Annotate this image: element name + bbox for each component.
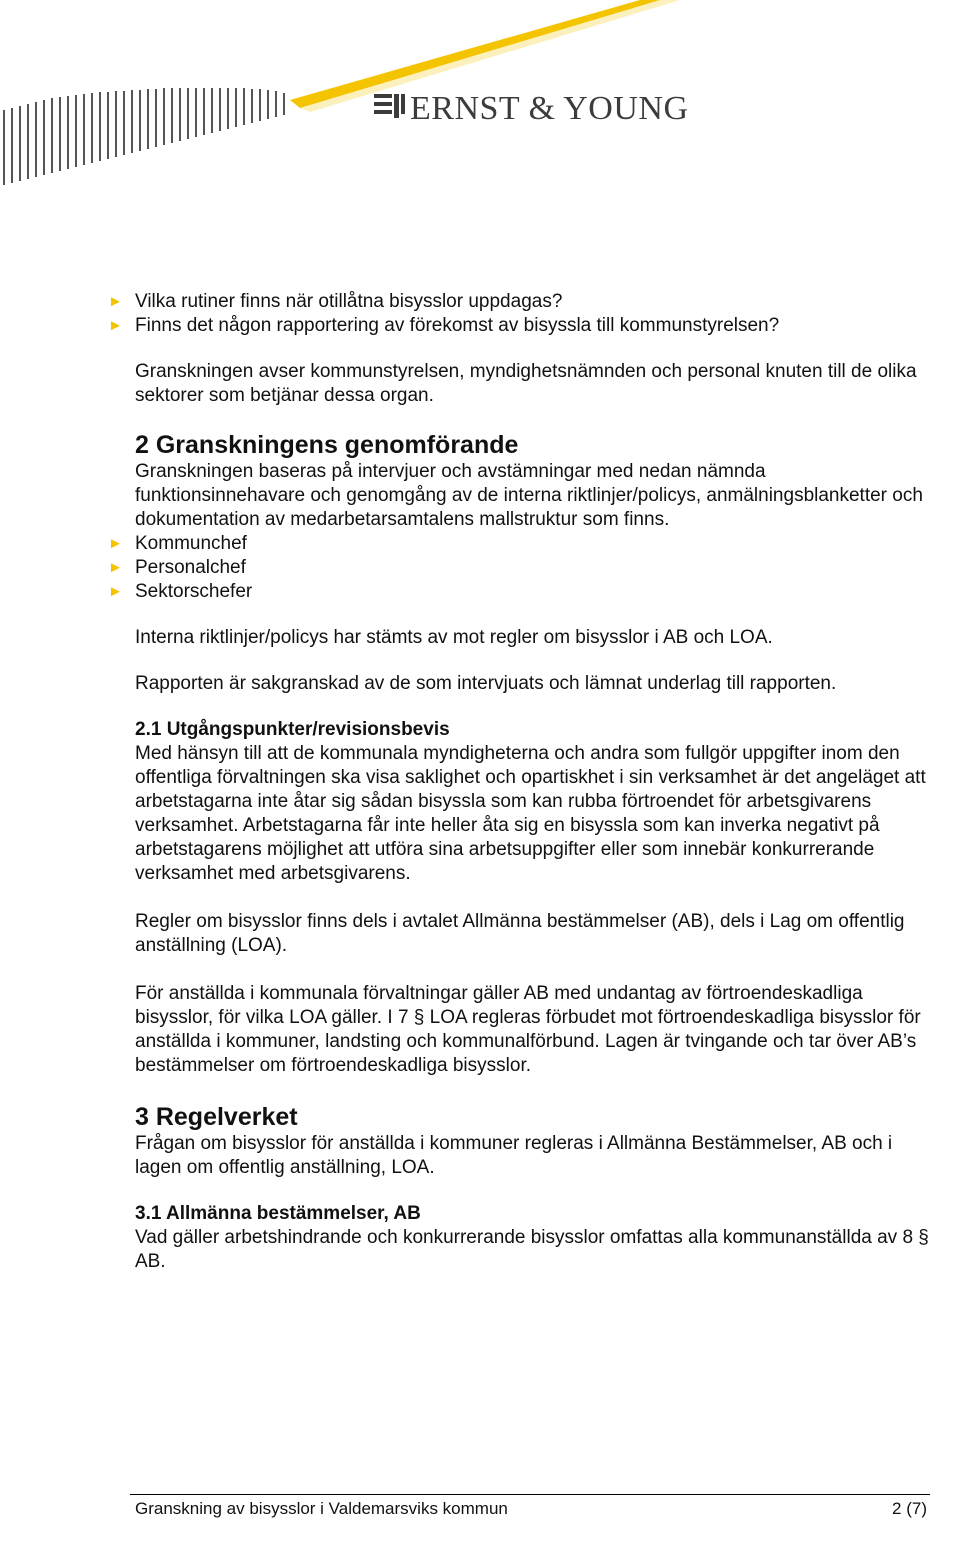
section-2-heading: 2 Granskningens genomförande xyxy=(135,431,519,459)
list-item: ► Sektorschefer xyxy=(76,580,930,604)
footer-divider xyxy=(130,1494,930,1495)
arrow-bullet-icon: ► xyxy=(108,559,123,576)
intro-paragraph: Granskningen avser kommunstyrelsen, myndighetsnämnden och personal knuten till de olika sektorer som betjänar dessa organ. xyxy=(135,361,917,406)
section-2-paragraph-3: Rapporten är sakgranskad av de som intervjuats och lämnat underlag till rapporten. xyxy=(135,673,837,694)
list-item: ► Kommunchef xyxy=(76,532,930,556)
logo-mark-icon xyxy=(374,94,405,118)
section-3-1-heading: 3.1 Allmänna bestämmelser, AB xyxy=(135,1203,421,1224)
section-2-1-paragraph-2: Regler om bisysslor finns dels i avtalet Allmänna bestämmelser (AB), dels i Lag om offentlig anställning (LOA). xyxy=(135,911,905,956)
logo-text: ERNST & YOUNG xyxy=(410,90,689,127)
list-item: ► Vilka rutiner finns när otillåtna bisysslor uppdagas? xyxy=(76,290,930,314)
section-3-1-paragraph: Vad gäller arbetshindrande och konkurrerande bisysslor omfattas alla kommunanställda av 8 § AB. xyxy=(135,1227,929,1272)
section-2-paragraph-2: Interna riktlinjer/policys har stämts av mot regler om bisysslor i AB och LOA. xyxy=(135,627,773,648)
section-2-1-paragraph-1: Med hänsyn till att de kommunala myndigheterna och andra som fullgör uppgifter inom den offentliga förvaltningen ska visa saklighet och opartiskhet i sin verksamhet är det angeläget att arbetstagarna inte åtar sig sådan bisyssla som kan rubba förtroendet för arbetsgivarens verksamhet. Arbetstagarna får inte heller åta sig en bisyssla som kan inverka negativt på arbetstagarens möjlighet att utföra sina arbetsuppgifter eller som innebär konkurrerande verksamhet med arbetsgivarens. xyxy=(135,743,926,884)
arrow-bullet-icon: ► xyxy=(108,535,123,552)
footer-document-title: Granskning av bisysslor i Valdemarsviks kommun xyxy=(135,1499,508,1518)
arrow-bullet-icon: ► xyxy=(108,317,123,334)
section-3-heading: 3 Regelverket xyxy=(135,1103,298,1131)
vertical-lines-decoration xyxy=(4,88,284,185)
intro-bullet-list xyxy=(76,290,930,338)
ernst-young-header-graphic xyxy=(0,0,960,200)
section-2-bullet-list xyxy=(76,532,930,604)
page-content xyxy=(108,290,930,1274)
list-item: ► Finns det någon rapportering av förekomst av bisyssla till kommunstyrelsen? xyxy=(76,314,930,338)
list-item: ► Personalchef xyxy=(76,556,930,580)
arrow-bullet-icon: ► xyxy=(108,583,123,600)
section-2-paragraph: Granskningen baseras på intervjuer och avstämningar med nedan nämnda funktionsinnehavare och genomgång av de interna riktlinjer/policys, anmälningsblanketter och dokumentation av medarbetarsamtalens mallstruktur som finns. xyxy=(135,461,923,530)
section-2-1-heading: 2.1 Utgångspunkter/revisionsbevis xyxy=(135,719,450,740)
ernst-young-logo xyxy=(374,90,689,127)
section-3-paragraph: Frågan om bisysslor för anställda i kommuner regleras i Allmänna Bestämmelser, AB och i lagen om offentlig anställning, LOA. xyxy=(135,1133,893,1178)
section-2-1-paragraph-3: För anställda i kommunala förvaltningar gäller AB med undantag av förtroendeskadliga bisysslor, för vilka LOA gäller. I 7 § LOA regleras förbudet mot förtroendeskadliga bisysslor för anställda i kommuner, landsting och kommunalförbund. Lagen är tvingande och tar över AB’s bestämmelser om förtroendeskadliga bisysslor. xyxy=(135,983,921,1076)
footer-page-number: 2 (7) xyxy=(892,1499,927,1518)
arrow-bullet-icon: ► xyxy=(108,293,123,310)
